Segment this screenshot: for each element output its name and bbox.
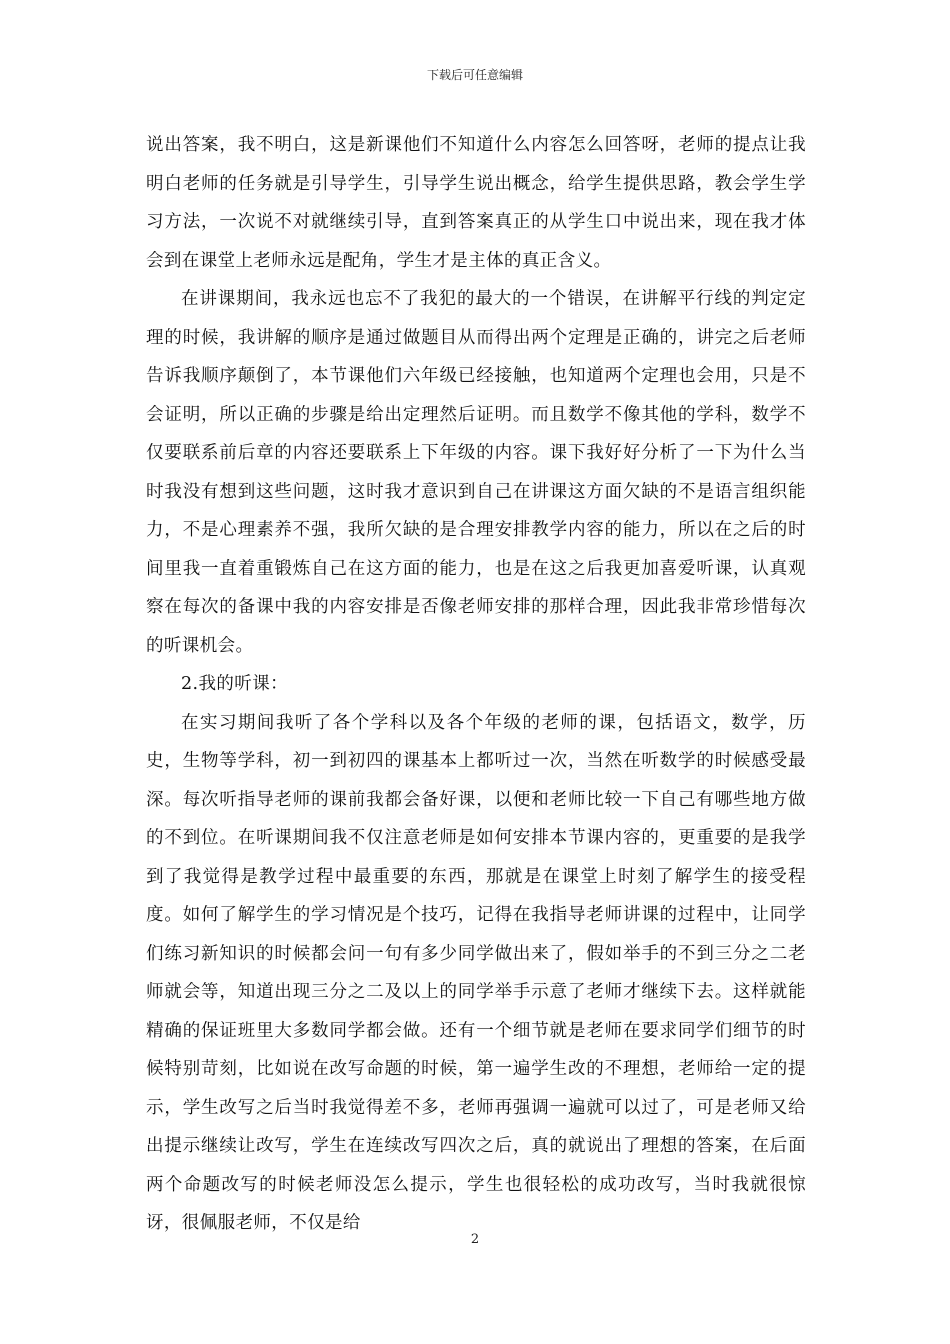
section-heading-listening: 2.我的听课： bbox=[181, 674, 288, 694]
page-number: 2 bbox=[470, 1232, 480, 1247]
page-header: 下载后可任意编辑 bbox=[426, 68, 523, 82]
document-body bbox=[146, 126, 806, 1243]
paragraph-listening: 在实习期间我听了各个学科以及各个年级的老师的课，包括语文，数学，历史，生物等学科，初一到初四的课基本上都听过一次，当然在听数学的时候感受最深。每次听指导老师的课前我都会备好课，以便和老师比较一下自己有哪些地方做的不到位。在听课期间我不仅注意老师是如何安排本节课内容的，更重要的是我学到了我觉得是教学过程中最重要的东西，那就是在课堂上时刻了解学生的接受程度。如何了解学生的学习情况是个技巧，记得在我指导老师讲课的过程中，让同学们练习新知识的时候都会问一句有多少同学做出来了，假如举手的不到三分之二老师就会等，知道出现三分之二及以上的同学举手示意了老师才继续下去。这样就能精确的保证班里大多数同学都会做。还有一个细节就是老师在要求同学们细节的时候特别苛刻，比如说在改写命题的时候，第一遍学生改的不理想，老师给一定的提示，学生改写之后当时我觉得差不多，老师再强调一遍就可以过了，可是老师又给出提示继续让改写，学生在连续改写四次之后，真的就说出了理想的答案，在后面两个命题改写的时候老师没怎么提示，学生也很轻松的成功改写，当时我就很惊讶，很佩服老师，不仅是给 bbox=[146, 712, 806, 1233]
paragraph-continuation: 说出答案，我不明白，这是新课他们不知道什么内容怎么回答呀，老师的提点让我明白老师的任务就是引导学生，引导学生说出概念，给学生提供思路，教会学生学习方法，一次说不对就继续引导，直到答案真正的从学生口中说出来，现在我才体会到在课堂上老师永远是配角，学生才是主体的真正含义。 bbox=[146, 135, 806, 271]
paragraph-teaching-mistake: 在讲课期间，我永远也忘不了我犯的最大的一个错误，在讲解平行线的判定定理的时候，我讲解的顺序是通过做题目从而得出两个定理是正确的，讲完之后老师告诉我顺序颠倒了，本节课他们六年级已经接触，也知道两个定理也会用，只是不会证明，所以正确的步骤是给出定理然后证明。而且数学不像其他的学科，数学不仅要联系前后章的内容还要联系上下年级的内容。课下我好好分析了一下为什么当时我没有想到这些问题，这时我才意识到自己在讲课这方面欠缺的不是语言组织能力，不是心理素养不强，我所欠缺的是合理安排教学内容的能力，所以在之后的时间里我一直着重锻炼自己在这方面的能力，也是在这之后我更加喜爱听课，认真观察在每次的备课中我的内容安排是否像老师安排的那样合理，因此我非常珍惜每次的听课机会。 bbox=[146, 289, 806, 656]
